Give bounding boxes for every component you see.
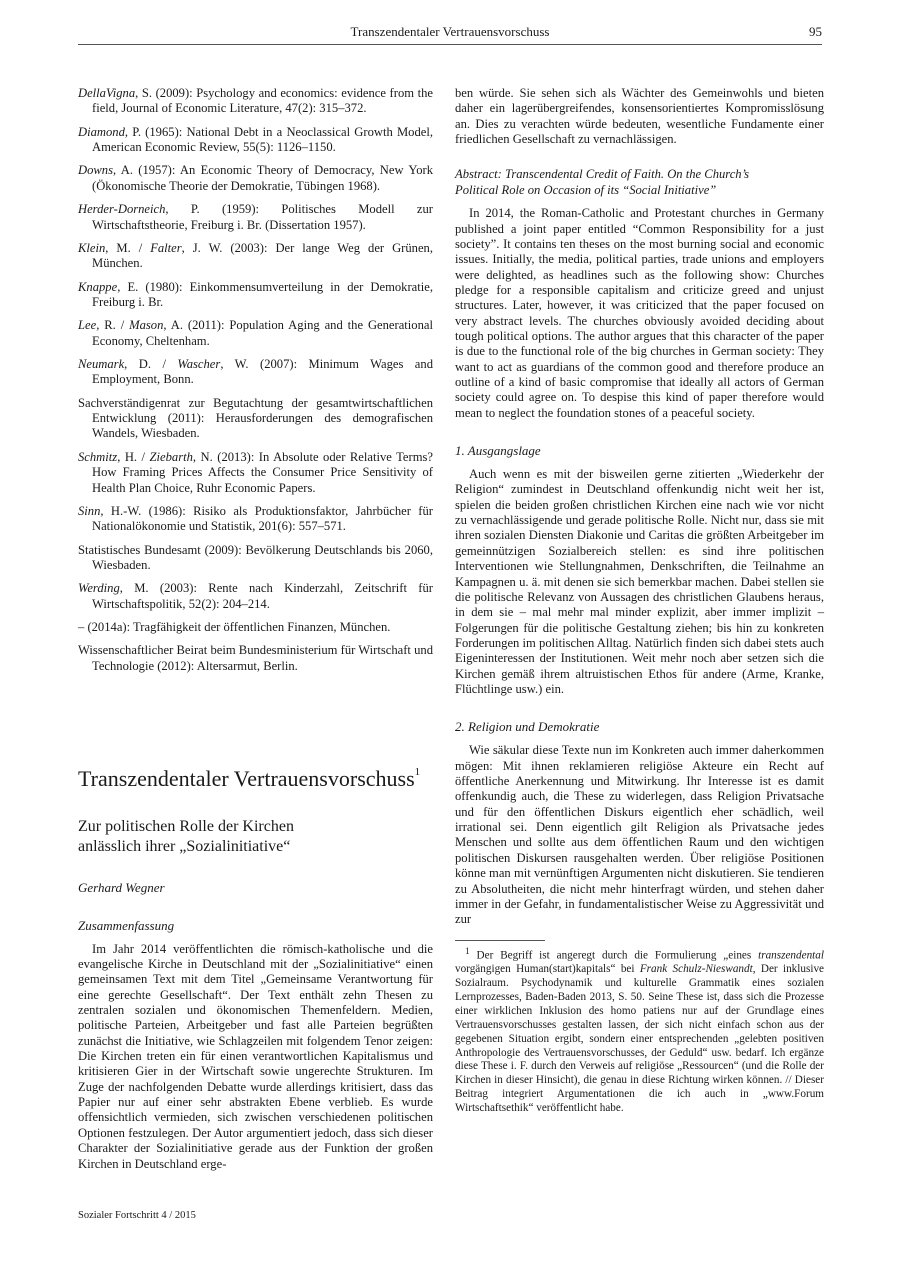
- abstract-heading: Abstract: Transcendental Credit of Faith. On the Church’s Political Role on Occasion of its “Social Initiative”: [455, 167, 750, 197]
- running-header: [78, 24, 822, 45]
- reference-item: Schmitz, H. / Ziebarth, N. (2013): In Absolute oder Relative Terms? How Framing Prices Affects the Consumer Price Sensitivity of Health Plan Choice, Ruhr Economic Papers.: [78, 449, 433, 495]
- section-1-heading: 1. Ausgangslage: [455, 443, 541, 459]
- reference-item: Werding, M. (2003): Rente nach Kinderzahl, Zeitschrift für Wirtschaftspolitik, 52(2): 204–214.: [78, 581, 433, 611]
- journal-footer: Sozialer Fortschritt 4 / 2015: [78, 1210, 196, 1221]
- article-subtitle: Zur politischen Rolle der Kirchen anlässlich ihrer „Sozialinitiative“: [78, 818, 294, 855]
- page-number: 95: [809, 24, 822, 39]
- reference-item: Lee, R. / Mason, A. (2011): Population Aging and the Generational Economy, Cheltenham.: [78, 318, 433, 348]
- reference-item: Wissenschaftlicher Beirat beim Bundesministerium für Wirtschaft und Technologie (2012): Altersarmut, Berlin.: [78, 643, 433, 673]
- article-author: Gerhard Wegner: [78, 879, 165, 895]
- section-2-heading: 2. Religion und Demokratie: [455, 719, 600, 735]
- reference-item: Diamond, P. (1965): National Debt in a Neoclassical Growth Model, American Economic Review, 55(5): 1126–1150.: [78, 124, 433, 155]
- reference-item: DellaVigna, S. (2009): Psychology and economics: evidence from the field, Journal of Economic Literature, 47(2): 315–372.: [78, 86, 433, 116]
- summary-continued: ben würde. Sie sehen sich als Wächter des Gemeinwohls und bieten daher ein lagerübergreifendes, konsensorientiertes Kompromisslösung an. Dies zu verachten würde bedeuten, wesentliche Fundamente einer friedlichen Gesellschaft zu vernachlässigen.: [455, 86, 824, 147]
- right-column: [455, 86, 824, 1116]
- reference-item: Sinn, H.-W. (1986): Risiko als Produktionsfaktor, Jahrbücher für Nationalökonomie und Statistik, 201(6): 557–571.: [78, 503, 433, 534]
- title-footnote-mark: 1: [414, 766, 421, 779]
- summary-text: Im Jahr 2014 veröffentlichten die römisch-katholische und die evangelische Kirche in Deutschland mit der „Sozialinitiative“ einen gemeinsamen Text mit dem Titel „Gemeinsame Verantwortung für eine gerechte Gesellschaft“. Der Text enthält zehn Thesen zu zentralen sozialen und ökonomischen Themenfeldern. Medien, politische Parteien, Arbeitgeber und fast alle Parteien begrüßten zunächst die Initiative, wie Schlagzeilen mit folgendem Tenor zeigen: Die Kirchen treten ein für einen verantwortlichen Kapitalismus und kritisieren Gier in der Wirtschaft sowie ungerechte Strukturen. Im Zuge der nachfolgenden Debatte wurde allerdings kritisiert, dass das Papier nur auf einer sehr abstrakten Ebene verblieb. Es wurde offensichtlich vermieden, sich zwischen verschiedenen politischen Optionen festzulegen. Der Autor argumentiert jedoch, dass sich dieser Charakter der Sozialinitiative gerade aus der Funktion der großen Kirchen in Deutschland erge-: [78, 941, 433, 1171]
- reference-item: Downs, A. (1957): An Economic Theory of Democracy, New York (Ökonomische Theorie der Demokratie, Tübingen 1968).: [78, 163, 433, 193]
- section-2-text: Wie säkular diese Texte nun im Konkreten auch immer daherkommen mögen: Mit ihnen reklamieren religiöse Akteure ein Recht auf öffentliche Anerkennung und Mitwirkung. Ihr Interesse ist es damit offenkundig auch, die These zu widerlegen, dass Religion Privatsache und für den öffentlichen Diskurs eigentlich eher schädlich, weil irrational sei. Denn eigentlich gilt Religion als Privatsache jedes Menschen und sollte aus dem öffentlichen Raum und den wichtigen politischen Diskursen rausgehalten werden. Über religiöse Positionen könne man mit vernünftigen Argumenten nicht diskutieren. Sie tendieren zu Absolutheiten, die nicht mehr hinterfragt würden, und stehen daher immer in der Gefahr, in fundamentalistischer Weise zu Aggressivität und zur: [455, 743, 824, 927]
- reference-item: – (2014a): Tragfähigkeit der öffentlichen Finanzen, München.: [78, 620, 391, 635]
- footnote: $^1$ Der Begriff ist angeregt durch die Formulierung „eines transzendental vorgängigen Human(start)kapitals“ bei Frank Schulz-Nieswandt, Der inklusive Sozialraum. Psychodynamik und kulturelle Grammatik eines sozialen Lernprozesses, Baden-Baden 2013, S. 50. Seine These ist, dass sich die Prozesse einer wirklichen Inklusion des homo patiens nur auf der Grundlage eines Vertrauensvorschusses gestalten lassen, der sich nicht einfach schon aus der gegebenen Situation ergibt, sondern einer entsprechenden „gelebten positiven Anthropologie des Vertrauensvorschusses, der Geduld“ usw. bedarf. Ich ergänze diese These i. F. durch den Verweis auf religiöse „Ressourcen“ (und die Rolle der Kirchen in dieser Hinsicht), die genau in diese Richtung wirken können. // Dieser Beitrag integriert Argumentationen die ich auch in „www.Forum Wirtschaftsethik“ veröffentlicht habe.: [455, 946, 824, 1115]
- reference-item: Sachverständigenrat zur Begutachtung der gesamtwirtschaftlichen Entwicklung (2011): Herausforderungen des demografischen Wandels, Wiesbaden.: [78, 395, 433, 441]
- footnote-rule: [455, 940, 545, 941]
- reference-list: [78, 86, 433, 674]
- summary-heading: Zusammenfassung: [78, 917, 175, 933]
- running-title: Transzendentaler Vertrauensvorschuss: [350, 24, 550, 39]
- section-1-text: Auch wenn es mit der bisweilen gerne zitierten „Wiederkehr der Religion“ zumindest in Deutschland offenkundig nicht weit her ist, spielen die beiden großen christlichen Kirchen eine nach wie vor nicht zu vernachlässigende und gerade politische Rolle. Nicht nur, dass sie mit ihren sozialen Diensten Diakonie und Caritas die größten Arbeitgeber im gemeinnützigen Sozialbereich stellen: es sind ihre politischen Interventionen wie Stellungnahmen, Denkschriften, die Teilnahme an Kampagnen u. ä. mit denen sie sich bemerkbar machen. Dabei stellen sie die politische Relevanz von Aussagen des christlichen Glaubens heraus, in dem sie – mal mehr mal minder explizit, aber immer implizit – Folgerungen für die politische Gestaltung ziehen; bis hin zu konkreten Forderungen im politischen Alltag. Natürlich finden sich dabei stets auch Eigeninteressen der Institutionen. Weit mehr noch aber setzen sich die Kirchen gemäß ihrem altruistischen Ethos für andere (Arme, Kranke, Flüchtlinge usw.) ein.: [455, 467, 824, 697]
- reference-item: Statistisches Bundesamt (2009): Bevölkerung Deutschlands bis 2060, Wiesbaden.: [78, 542, 433, 572]
- left-column: [78, 86, 433, 1172]
- reference-item: Herder-Dorneich, P. (1959): Politisches Modell zur Wirtschaftstheorie, Freiburg i. Br. (Dissertation 1957).: [78, 202, 433, 232]
- reference-item: Klein, M. / Falter, J. W. (2003): Der lange Weg der Grünen, München.: [78, 240, 433, 271]
- abstract-text: In 2014, the Roman-Catholic and Protestant churches in Germany published a joint paper entitled “Common Responsibility for a just society”. It contains ten theses on the most burning social and economic issues. Initially, the media, political parties, trade unions and employers were delighted, as headlines such as the following show: Churches pledge for a responsible capitalism and criticize greed and unjust structures. Later, however, it was criticized that the paper focused on very abstract levels. The churches obviously avoided deciding about tough political options. The author argues that this character of the paper is due to the functional role of the big churches in German society: They want to act as guardians of the common good and therefore produce an outline of a kind of basic compromise that ideally all actors of German society could agree on. To despise this kind of paper therefore would mean to neglect the foundation stones of a peaceful society.: [455, 206, 824, 420]
- reference-item: Neumark, D. / Wascher, W. (2007): Minimum Wages and Employment, Bonn.: [78, 357, 433, 387]
- footnote-mark: 1: [465, 946, 470, 957]
- article-title: Transzendentaler Vertrauensvorschuss$^1$: [78, 766, 421, 792]
- reference-item: Knappe, E. (1980): Einkommensumverteilung in der Demokratie, Freiburg i. Br.: [78, 279, 433, 309]
